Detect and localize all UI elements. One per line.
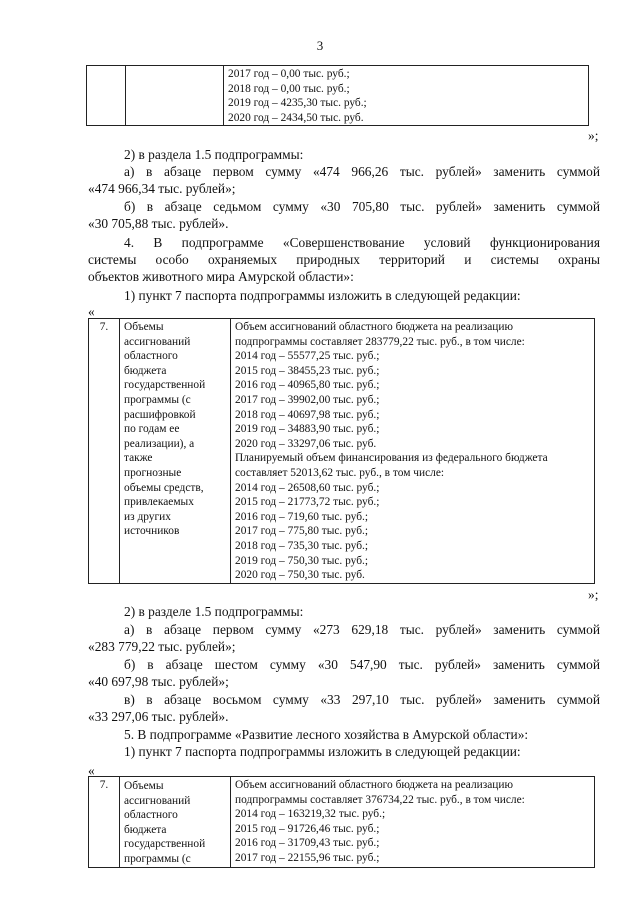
table-bottom-number-cell: 7. [89, 777, 120, 868]
paragraph: 4. В подпрограмме «Совершенствование условий функционирования [124, 235, 600, 250]
table-line: 2015 год – 38455,23 тыс. руб.; [235, 364, 380, 377]
table-line: 2018 год – 40697,98 тыс. руб.; [235, 408, 380, 421]
table-label-line: прогнозные [124, 466, 182, 479]
table-line: 2019 год – 4235,30 тыс. руб.; [228, 97, 367, 110]
table-mid-number-cell: 7. [89, 319, 120, 584]
table-line: Планируемый объем финансирования из федерального бюджета [235, 452, 548, 465]
paragraph: «33 297,06 тыс. рублей». [88, 709, 229, 724]
table-line: подпрограммы составляет 283779,22 тыс. руб., в том числе: [235, 335, 525, 348]
table-bottom [88, 776, 595, 868]
table-line: 2014 год – 55577,25 тыс. руб.; [235, 350, 380, 363]
table-label-line: из других [124, 510, 171, 523]
paragraph: 5. В подпрограмме «Развитие лесного хозяйства в Амурской области»: [124, 727, 529, 742]
table-label-line: государственной [124, 838, 206, 851]
table-line: 2016 год – 719,60 тыс. руб.; [235, 510, 369, 523]
table-line: 2014 год – 26508,60 тыс. руб.; [235, 481, 380, 494]
table-line: Объем ассигнований областного бюджета на реализацию [235, 321, 513, 333]
table-label-line: привлекаемых [124, 496, 194, 509]
table-line: Объем ассигнований областного бюджета на реализацию [235, 779, 513, 791]
table-line: 2018 год – 0,00 тыс. руб.; [228, 82, 350, 95]
paragraph: а) в абзаце первом сумму «273 629,18 тыс. рублей» заменить суммой [124, 622, 600, 637]
table-line: 2020 год – 750,30 тыс. руб. [235, 569, 365, 582]
table-label-line: бюджета [124, 823, 167, 836]
paragraph: в) в абзаце восьмом сумму «33 297,10 тыс. рублей» заменить суммой [124, 692, 600, 707]
open-quote: « [88, 763, 95, 778]
table-line: 2016 год – 40965,80 тыс. руб.; [235, 379, 380, 392]
table-line: составляет 52013,62 тыс. руб., в том числе: [235, 466, 445, 479]
table-line: 2018 год – 735,30 тыс. руб.; [235, 539, 369, 552]
open-quote: « [88, 304, 95, 319]
table-label-line: бюджета [124, 364, 167, 377]
table-top-label-cell [126, 66, 224, 126]
table-line: 2020 год – 2434,50 тыс. руб. [228, 111, 364, 124]
table-line: 2017 год – 775,80 тыс. руб.; [235, 525, 369, 538]
table-bottom-values-cell [231, 777, 595, 868]
table-label-line: расшифровкой [124, 408, 196, 421]
paragraph: «40 697,98 тыс. рублей»; [88, 674, 229, 689]
paragraph: а) в абзаце первом сумму «474 966,26 тыс. рублей» заменить суммой [124, 164, 600, 179]
table-top-values-cell [224, 66, 589, 126]
table-label-line: реализации), а [124, 437, 195, 450]
table-mid-label-cell [120, 319, 231, 584]
paragraph: 2) в раздела 1.5 подпрограммы: [124, 147, 304, 162]
close-quote: »; [588, 587, 599, 602]
table-mid-values-cell [231, 319, 595, 584]
table-bottom-label-cell [120, 777, 231, 868]
table-label-line: также [124, 452, 153, 465]
paragraph: объектов животного мира Амурской области»: [88, 269, 354, 284]
table-top [86, 65, 589, 126]
table-line: 2014 год – 163219,32 тыс. руб.; [235, 808, 386, 821]
table-label-line: областного [124, 350, 178, 363]
table-line: 2017 год – 39902,00 тыс. руб.; [235, 393, 380, 406]
table-label-line: по годам ее [124, 423, 180, 436]
table-label-line: областного [124, 809, 178, 822]
table-label-line: Объемы [124, 780, 164, 792]
table-line: 2019 год – 34883,90 тыс. руб.; [235, 423, 380, 436]
paragraph: системы особо охраняемых природных территорий и системы охраны [88, 252, 600, 267]
table-line: 2019 год – 750,30 тыс. руб.; [235, 554, 369, 567]
table-label-line: программы (с [124, 393, 191, 406]
paragraph: 1) пункт 7 паспорта подпрограммы изложить в следующей редакции: [124, 744, 521, 759]
paragraph: б) в абзаце седьмом сумму «30 705,80 тыс. рублей» заменить суммой [124, 199, 600, 214]
table-label-line: ассигнований [124, 335, 191, 348]
table-top-number-cell [87, 66, 126, 126]
table-line: 2020 год – 33297,06 тыс. руб. [235, 437, 377, 450]
table-label-line: Объемы [124, 321, 164, 333]
close-quote: »; [588, 128, 599, 143]
table-label-line: ассигнований [124, 794, 191, 807]
page-number: 3 [316, 38, 324, 53]
table-label-line: программы (с [124, 852, 191, 865]
table-line: 2017 год – 0,00 тыс. руб.; [228, 68, 350, 80]
table-mid [88, 318, 595, 584]
table-label-line: государственной [124, 379, 206, 392]
table-line: 2016 год – 31709,43 тыс. руб.; [235, 837, 380, 850]
table-label-line: источников [124, 525, 180, 538]
paragraph: б) в абзаце шестом сумму «30 547,90 тыс. рублей» заменить суммой [124, 657, 600, 672]
paragraph: «30 705,88 тыс. рублей». [88, 216, 229, 231]
table-line: 2015 год – 91726,46 тыс. руб.; [235, 822, 380, 835]
paragraph: 1) пункт 7 паспорта подпрограммы изложить в следующей редакции: [124, 288, 521, 303]
table-line: подпрограммы составляет 376734,22 тыс. руб., в том числе: [235, 793, 525, 806]
paragraph: «283 779,22 тыс. рублей»; [88, 639, 236, 654]
table-label-line: объемы средств, [124, 481, 204, 494]
paragraph: 2) в разделе 1.5 подпрограммы: [124, 604, 304, 619]
paragraph: «474 966,34 тыс. рублей»; [88, 181, 236, 196]
table-line: 2017 год – 22155,96 тыс. руб.; [235, 851, 380, 864]
table-line: 2015 год – 21773,72 тыс. руб.; [235, 496, 380, 509]
